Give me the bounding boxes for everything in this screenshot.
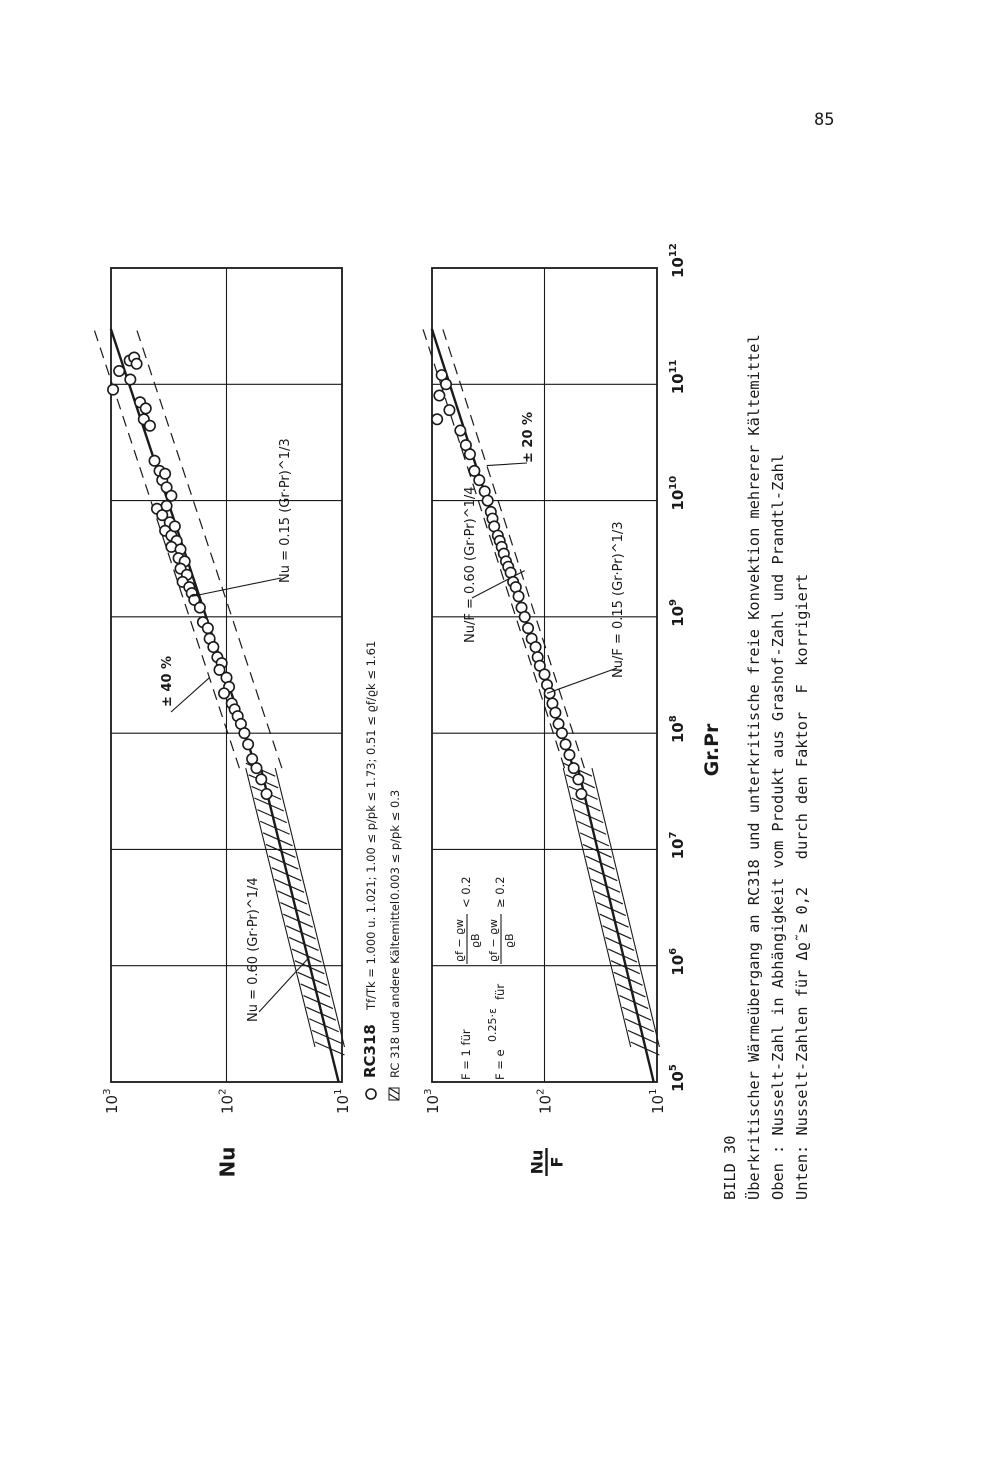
legend — [361, 641, 402, 1100]
caption-bottom-line-a: Unten: Nusselt-Zahlen für — [793, 960, 811, 1200]
data-point — [208, 642, 218, 652]
x-tick-label: $10^{12}$ — [668, 243, 687, 278]
x-tick-label: $10^9$ — [668, 599, 687, 627]
fit-line — [261, 768, 339, 1082]
annotation-leader — [192, 578, 281, 596]
data-point — [523, 623, 533, 633]
f-formula-cond1: < 0.2 — [459, 876, 473, 908]
data-point — [149, 456, 159, 466]
data-point — [455, 425, 465, 435]
data-point — [131, 359, 141, 369]
x-tick-label: $10^8$ — [668, 715, 687, 744]
f-formula-exponent: 0.25·ε — [486, 1008, 499, 1042]
data-point — [539, 669, 549, 679]
x-tick-label: $10^6$ — [668, 947, 687, 976]
tolerance-band-line — [136, 329, 281, 768]
y-axis-label-numerator: Nu — [527, 1149, 547, 1175]
data-point — [557, 728, 567, 738]
f-formula-frac1-den: ϱB — [469, 933, 482, 948]
data-point — [114, 366, 124, 376]
data-point — [243, 739, 253, 749]
data-point — [141, 403, 151, 413]
page-number: 85 — [814, 110, 835, 130]
y-tick-label: $10^2$ — [535, 1088, 555, 1114]
x-tick-label: $10^{11}$ — [668, 359, 687, 395]
data-point — [434, 390, 444, 400]
hatch-edge — [592, 768, 659, 1047]
y-axis-label — [528, 1148, 567, 1176]
data-point — [550, 707, 560, 717]
y-tick-label: $10^2$ — [217, 1088, 237, 1114]
data-point — [145, 421, 155, 431]
y-tick-label: $10^1$ — [648, 1088, 667, 1114]
f-formula-line1: F = 1 für — [459, 1029, 473, 1080]
data-point — [465, 449, 475, 459]
data-point — [560, 739, 570, 749]
y-tick-label: $10^3$ — [102, 1088, 121, 1114]
data-point — [256, 774, 266, 784]
data-point — [569, 763, 579, 773]
data-point — [251, 763, 261, 773]
data-point — [170, 521, 180, 531]
legend-circle-marker — [366, 1089, 376, 1099]
x-axis-label: Gr.Pr — [701, 723, 723, 777]
data-point — [444, 405, 454, 415]
f-formula-line2b: für — [493, 983, 507, 1000]
chart-panel-top — [94, 268, 352, 1177]
f-formula-frac1-num: ϱf − ϱw — [453, 918, 466, 962]
annotation-band: ± 40 % — [160, 655, 175, 707]
y-axis-label-denominator: F — [547, 1156, 567, 1168]
data-point — [432, 414, 442, 424]
y-tick-label: $10^3$ — [423, 1088, 442, 1114]
x-tick-label: $10^{10}$ — [668, 475, 687, 511]
caption-label: BILD 30 — [721, 1135, 739, 1200]
legend-hatch-condition: 0.003 ≤ p/pk ≤ 0.3 — [388, 789, 402, 900]
data-point — [239, 728, 249, 738]
data-point — [125, 374, 135, 384]
data-point — [482, 495, 492, 505]
data-point — [166, 491, 176, 501]
annotation-fit-quarter: Nu = 0.60 (Gr·Pr)^1/4 — [246, 877, 261, 1022]
annotation-fit-quarter: Nu/F = 0.15 (Gr·Pr)^1/3 — [611, 521, 626, 678]
annotation-band: ± 20 % — [521, 411, 536, 463]
data-point — [108, 384, 118, 394]
data-point — [519, 612, 529, 622]
fit-line — [578, 768, 654, 1082]
data-point — [573, 774, 583, 784]
f-formula-cond2: ≥ 0.2 — [493, 876, 507, 908]
annotation-leader — [171, 678, 209, 712]
data-point — [219, 688, 229, 698]
data-point — [441, 379, 451, 389]
data-point — [513, 591, 523, 601]
caption-title: Überkritischer Wärmeübergang an RC318 und unterkritische freie Konvektion mehrerer Kältemittel — [745, 334, 763, 1200]
hatch-edge — [275, 768, 344, 1047]
data-point — [161, 501, 171, 511]
caption-bottom-line-b: ≥ 0,2 durch den Faktor F korrigiert — [793, 573, 811, 943]
data-point — [160, 469, 170, 479]
annotation-fit-third: Nu = 0.15 (Gr·Pr)^1/3 — [278, 438, 293, 583]
data-point — [195, 602, 205, 612]
annotation-fit-third: Nu/F = 0.60 (Gr·Pr)^1/4 — [463, 486, 478, 643]
caption-delta-rho-symbol: Δϱ̃ — [793, 942, 811, 961]
f-factor-formula — [453, 876, 516, 1080]
y-tick-label: $10^1$ — [333, 1088, 352, 1114]
annotation-leader — [547, 668, 617, 693]
data-point — [261, 789, 271, 799]
data-point — [576, 789, 586, 799]
legend-hatch-name: RC 318 und andere Kältemittel — [388, 900, 402, 1078]
x-tick-label: $10^7$ — [668, 831, 687, 860]
caption-top-line: Oben : Nusselt-Zahl in Abhängigkeit vom Produkt aus Grashof-Zahl und Prandtl-Zahl — [769, 454, 787, 1200]
data-point — [203, 623, 213, 633]
data-point — [564, 750, 574, 760]
data-point — [544, 688, 554, 698]
x-tick-label: $10^5$ — [668, 1064, 687, 1092]
legend-hatch-marker — [389, 1088, 399, 1100]
y-axis-label: Nu — [215, 1146, 240, 1178]
f-formula-frac2-den: ϱB — [503, 933, 516, 948]
data-point — [474, 475, 484, 485]
legend-circle-condition: Tf/Tk = 1.000 u. 1.021; 1.00 ≤ p/pk ≤ 1.73; 0.51 ≤ ϱf/ϱk ≤ 1.61 — [364, 640, 378, 1010]
f-formula-frac2-num: ϱf − ϱw — [487, 918, 500, 962]
f-formula-line2a: F = e — [493, 1049, 507, 1080]
data-point — [530, 642, 540, 652]
legend-circle-name: RC318 — [361, 1024, 379, 1078]
